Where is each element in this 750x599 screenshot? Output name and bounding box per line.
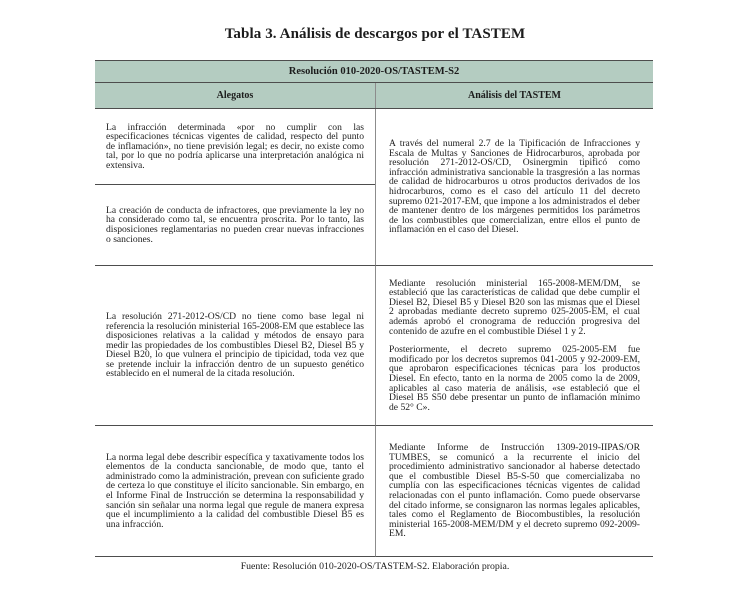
table-column-headers	[95, 83, 653, 109]
analysis-table	[95, 60, 653, 557]
cell-alegato-2	[95, 185, 375, 266]
column-header-analisis-tastem: Análisis del TASTEM	[375, 83, 653, 108]
analisis-3-paragraph: Mediante Informe de Instrucción 1309-2019-IIPAS/OR TUMBES, se comunicó a la recurrente el inicio del procedimiento administrativo sancionador al haberse detectado que el combustible Diesel B5-S-50 que comercializaba no cumplía con las especificaciones técnicas vigentes de calidad relacionadas con el punto inflamación. Como puede observarse del citado informe, se consignaron las normas legales aplicables, tales como el Reglamento de Biocombustibles, la resolución ministerial 165-2008-MEM/DM y el decreto supremo 092-2009-EM.	[389, 442, 640, 540]
alegato-3-text: La resolución 271-2012-OS/CD no tiene como base legal ni referencia la resolución ministerial 165-2008-EM que establece las disposiciones relativas a la calidad y métodos de ensayo para medir las propiedades de los combustibles Diesel B2, Diesel B5 y Diesel B20, lo que vulnera el principio de tipicidad, toda vez que se pretende incluir la infracción dentro de un supuesto genético establecido en el numeral de la citada resolución.	[106, 310, 364, 380]
cell-alegato-3	[95, 266, 375, 426]
analisis-2-paragraph-1: Mediante resolución ministerial 165-2008-MEM/DM, se estableció que las características de calidad que debe cumplir el Diesel B2, Diesel B5 y Diesel B20 son las mismas que el Diesel 2 aprobadas mediante decreto supremo 025-2005-EM, el cual además aprobó el cronograma de reducción progresiva del contenido de azufre en el combustible Diésel 1 y 2.	[389, 277, 640, 337]
table-header-resolution: Resolución 010-2020-OS/TASTEM-S2	[95, 60, 653, 83]
table-caption: Tabla 3. Análisis de descargos por el TASTEM	[224, 26, 526, 42]
table-body	[95, 109, 653, 557]
alegato-1-text: La infracción determinada «por no cumplir con las especificaciones técnicas vigentes de calidad, respecto del punto de inflamación», no tiene previsión legal; es decir, no existe como tal, por lo que no podría aplicarse una interpretación analógica ni extensiva.	[106, 121, 364, 171]
cell-analisis-3	[375, 426, 653, 557]
column-header-alegatos: Alegatos	[216, 90, 254, 101]
alegato-4-text: La norma legal debe describir específica y taxativamente todos los elementos de la conducta sancionable, de modo que, tanto el administrado como la administración, prevean con suficiente grado de certeza lo que constituye el ilícito sancionable. Sin embargo, en el Informe Final de Instrucción se determina la responsabilidad y sanción sin señalar una norma legal que regule de manera expresa que el incumplimiento a la calidad del combustible Diesel B5 es una infracción.	[106, 451, 364, 530]
cell-alegato-4	[95, 426, 375, 557]
cell-analisis-2	[375, 266, 653, 426]
cell-alegato-1	[95, 109, 375, 185]
cell-analisis-1	[375, 109, 653, 266]
alegato-2-text: La creación de conducta de infractores, que previamente la ley no ha considerado como tal, se encuentra proscrita. Por lo tanto, las disposiciones reglamentarias no pueden crear nuevas infracciones o sanciones.	[106, 204, 364, 245]
source-note: Fuente: Resolución 010-2020-OS/TASTEM-S2. Elaboración propia.	[240, 561, 510, 572]
analisis-1-paragraph: A través del numeral 2.7 de la Tipificación de Infracciones y Escala de Multas y Sanciones de Hidrocarburos, aprobada por resolución 271-2012-OS/CD, Osinergmin tipificó como infracción administrativa sancionable la trasgresión a las normas de calidad de hidrocarburos u otros productos derivados de los hidrocarburos, como es el caso del artículo 11 del decreto supremo 021-2017-EM, que impone a los administrados el deber de mantener dentro de los márgenes permitidos los parámetros de los combustibles que comercializan, entre ellos el punto de inflamación en el caso del Diesel.	[389, 138, 640, 236]
analisis-2-paragraph-2: Posteriormente, el decreto supremo 025-2005-EM fue modificado por los decretos supremos 041-2005 y 92-2009-EM, que aprobaron especificaciones técnicas para los productos Diesel. En efecto, tanto en la norma de 2005 como la de 2009, aplicables al caso materia de análisis, «se estableció que el Diesel B5 S50 debe presentar un punto de inflamación mínimo de 52° C».	[389, 344, 640, 413]
